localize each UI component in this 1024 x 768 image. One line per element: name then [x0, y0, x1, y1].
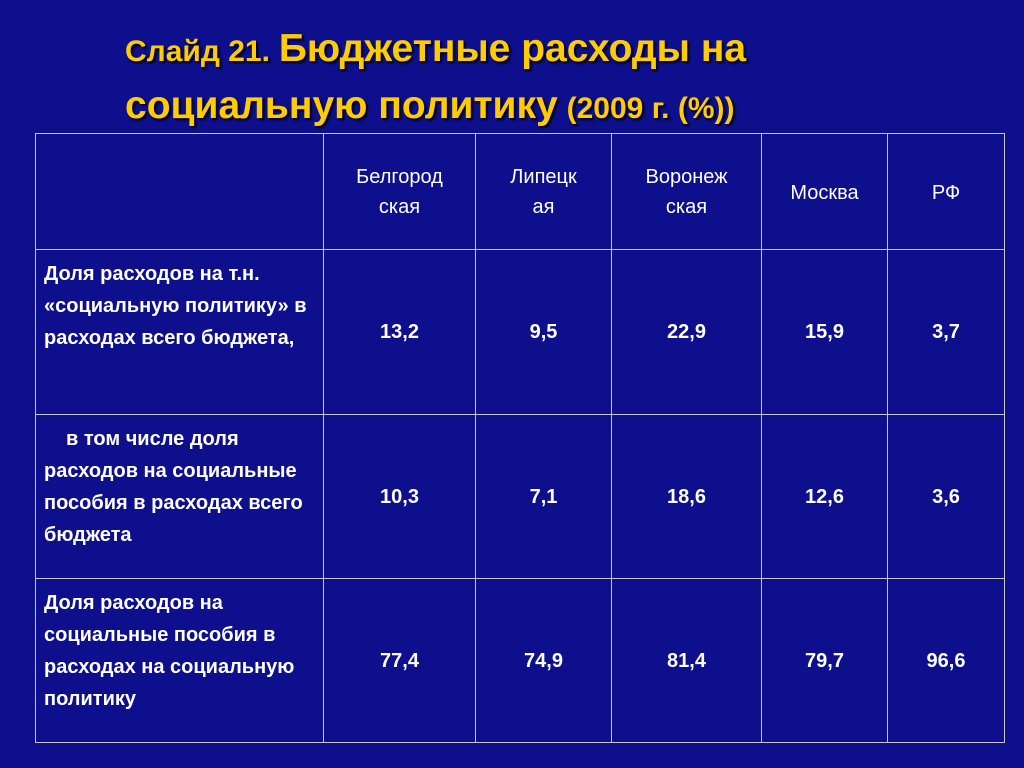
table-cell: 12,6 [762, 415, 888, 579]
row-label: в том числе доля расходов на социальные пособия в расходах всего бюджета [36, 415, 324, 579]
column-header-text: Воронеж [645, 166, 728, 188]
column-header-moscow [762, 134, 888, 250]
table-cell: 15,9 [762, 250, 888, 415]
column-header-text: ая [532, 196, 555, 218]
table-cell: 10,3 [324, 415, 476, 579]
table-cell: 3,6 [888, 415, 1005, 579]
table-cell: 7,1 [476, 415, 612, 579]
column-header-text: Белгород [356, 166, 443, 188]
header-corner-cell [36, 134, 324, 250]
table-cell: 74,9 [476, 579, 612, 743]
column-header-text: ская [665, 196, 708, 218]
table-row [36, 250, 1005, 415]
row-label: Доля расходов на социальные пособия в расходах на социальную политику [36, 579, 324, 743]
column-header-belgorod [324, 134, 476, 250]
slide-title-main: Бюджетные расходы на социальную политику [125, 27, 747, 127]
table-row [36, 579, 1005, 743]
table-cell: 22,9 [612, 250, 762, 415]
column-header-text: ская [378, 196, 421, 218]
slide-title-year: (2009 г. (%)) [566, 92, 735, 125]
table-cell: 81,4 [612, 579, 762, 743]
slide-title [125, 22, 985, 136]
table-header-row [36, 134, 1005, 250]
budget-table [35, 133, 1005, 743]
table-cell: 79,7 [762, 579, 888, 743]
column-header-text: РФ [931, 182, 961, 204]
table-cell: 77,4 [324, 579, 476, 743]
table-cell: 18,6 [612, 415, 762, 579]
column-header-lipetsk [476, 134, 612, 250]
table-cell: 13,2 [324, 250, 476, 415]
table-cell: 3,7 [888, 250, 1005, 415]
table-cell: 96,6 [888, 579, 1005, 743]
table-cell: 9,5 [476, 250, 612, 415]
column-header-text: Москва [790, 182, 859, 204]
column-header-text: Липецк [510, 166, 577, 188]
row-label: Доля расходов на т.н. «социальную политику» в расходах всего бюджета, [36, 250, 324, 415]
column-header-voronezh [612, 134, 762, 250]
column-header-rf [888, 134, 1005, 250]
table-row [36, 415, 1005, 579]
slide-number: Слайд 21. [125, 35, 270, 68]
